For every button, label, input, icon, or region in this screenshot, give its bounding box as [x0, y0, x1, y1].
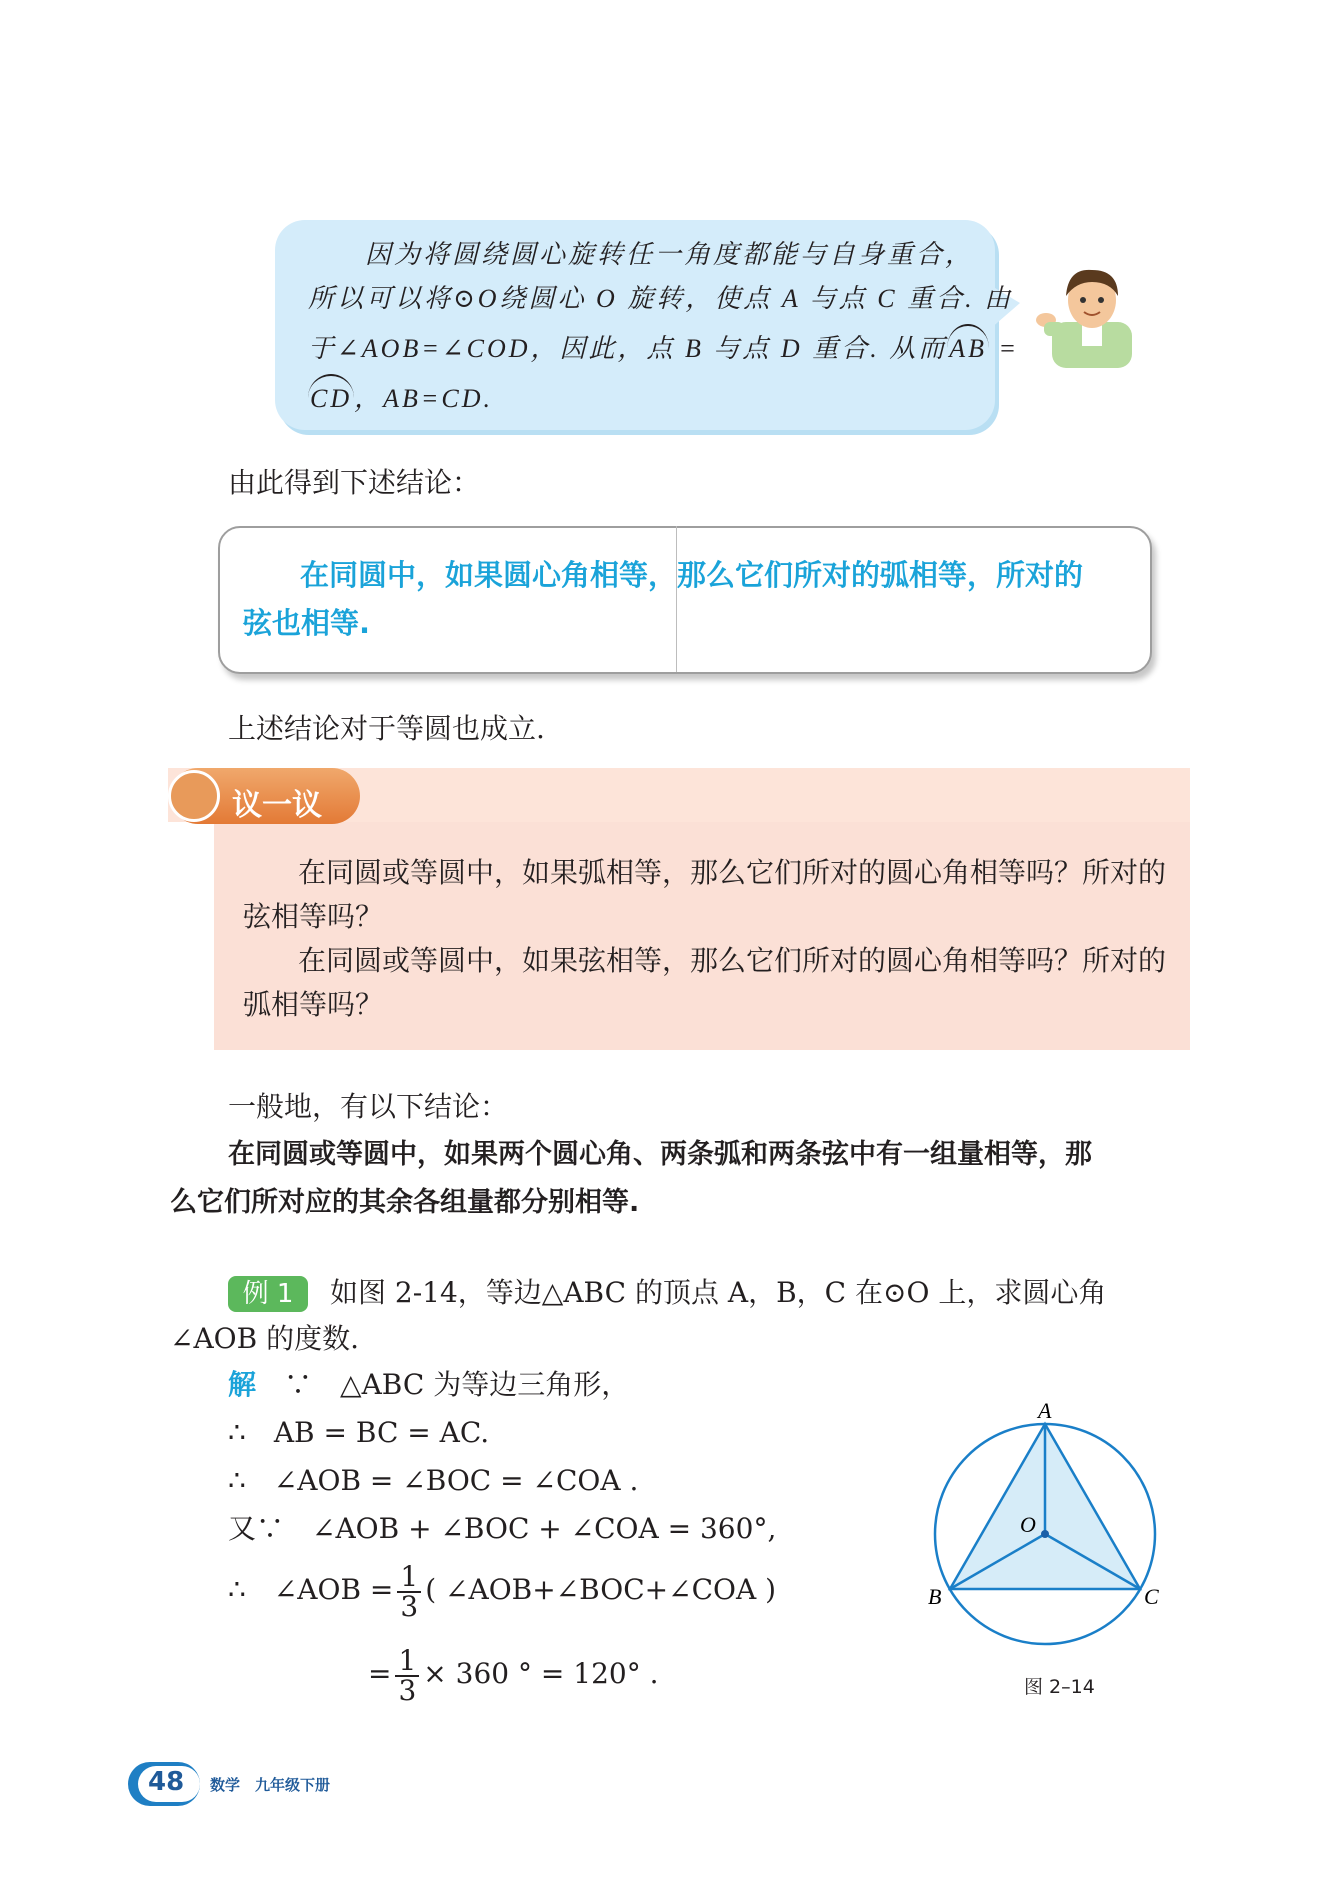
page-number: 48 — [148, 1767, 185, 1797]
note-text: 上述结论对于等圆也成立. — [228, 712, 545, 745]
conclusion-line-1: 在同圆或等圆中，如果两个圆心角、两条弧和两条弦中有一组量相等，那 — [228, 1139, 1092, 1170]
label-o: O — [1020, 1512, 1036, 1537]
solution-line-5: ∴ ∠AOB = $\frac{1}{3}$ ( ∠AOB+∠BOC+∠COA ) — [228, 1559, 776, 1623]
general-text: 一般地，有以下结论： — [228, 1090, 509, 1123]
center-point — [1041, 1530, 1049, 1538]
discussion-line-2: 弦相等吗？ — [243, 900, 384, 933]
example-line-1: 如图 2-14，等边△ABC 的顶点 A，B，C 在⊙O 上，求圆心角 — [330, 1276, 1107, 1309]
label-a: A — [1038, 1398, 1052, 1423]
label-b: B — [928, 1584, 942, 1609]
arc-ab: AB — [947, 324, 989, 372]
theorem-line-1: 在同圆中，如果圆心角相等，那么它们所对的弧相等，所对的 — [300, 558, 1084, 592]
footer-book-title: 数学 九年级下册 — [210, 1776, 331, 1794]
solution-line-2: ∴ AB = BC = AC. — [228, 1416, 490, 1449]
figure-caption: 图 2–14 — [1024, 1676, 1095, 1698]
solution-line-4: 又∵ ∠AOB + ∠BOC + ∠COA = 360°, — [228, 1512, 777, 1545]
teacher-avatar-icon — [1030, 262, 1150, 368]
fraction-one-third: $\frac{1}{3}$ — [397, 1563, 421, 1621]
discussion-title: 议一议 — [232, 788, 322, 823]
label-c: C — [1144, 1584, 1159, 1609]
discussion-line-1: 在同圆或等圆中，如果弧相等，那么它们所对的圆心角相等吗？所对的 — [298, 856, 1167, 889]
example-badge: 例 1 — [228, 1276, 308, 1312]
bubble-line-3: 于∠AOB=∠COD，因此，点 B 与点 D 重合. 从而AB = — [308, 324, 1019, 372]
intro-text: 由此得到下述结论： — [228, 466, 481, 499]
arc-cd: CD — [308, 374, 354, 422]
theorem-line-2: 弦也相等. — [243, 606, 371, 640]
conclusion-line-2: 么它们所对应的其余各组量都分别相等. — [170, 1187, 640, 1218]
bubble-line-1: 因为将圆绕圆心旋转任一角度都能与自身重合， — [365, 240, 975, 269]
solution-line-1: 解 ∵ △ABC 为等边三角形， — [228, 1368, 630, 1401]
solution-label: 解 — [228, 1368, 257, 1401]
bubble-line-4: CD，AB=CD. — [308, 374, 493, 422]
discussion-people-icon — [168, 770, 220, 822]
figure-circle-triangle — [920, 1392, 1170, 1656]
discussion-line-4: 弧相等吗？ — [243, 988, 384, 1021]
bubble-line-2: 所以可以将⊙O绕圆心 O 旋转，使点 A 与点 C 重合. 由 — [308, 284, 1014, 313]
example-line-2: ∠AOB 的度数. — [170, 1322, 360, 1355]
solution-line-6: = $\frac{1}{3}$ × 360 ° = 120° . — [368, 1643, 659, 1707]
theorem-divider — [676, 526, 677, 672]
solution-line-3: ∴ ∠AOB = ∠BOC = ∠COA . — [228, 1464, 639, 1497]
fraction-one-third-2: $\frac{1}{3}$ — [395, 1647, 419, 1705]
discussion-line-3: 在同圆或等圆中，如果弦相等，那么它们所对的圆心角相等吗？所对的 — [298, 944, 1167, 977]
